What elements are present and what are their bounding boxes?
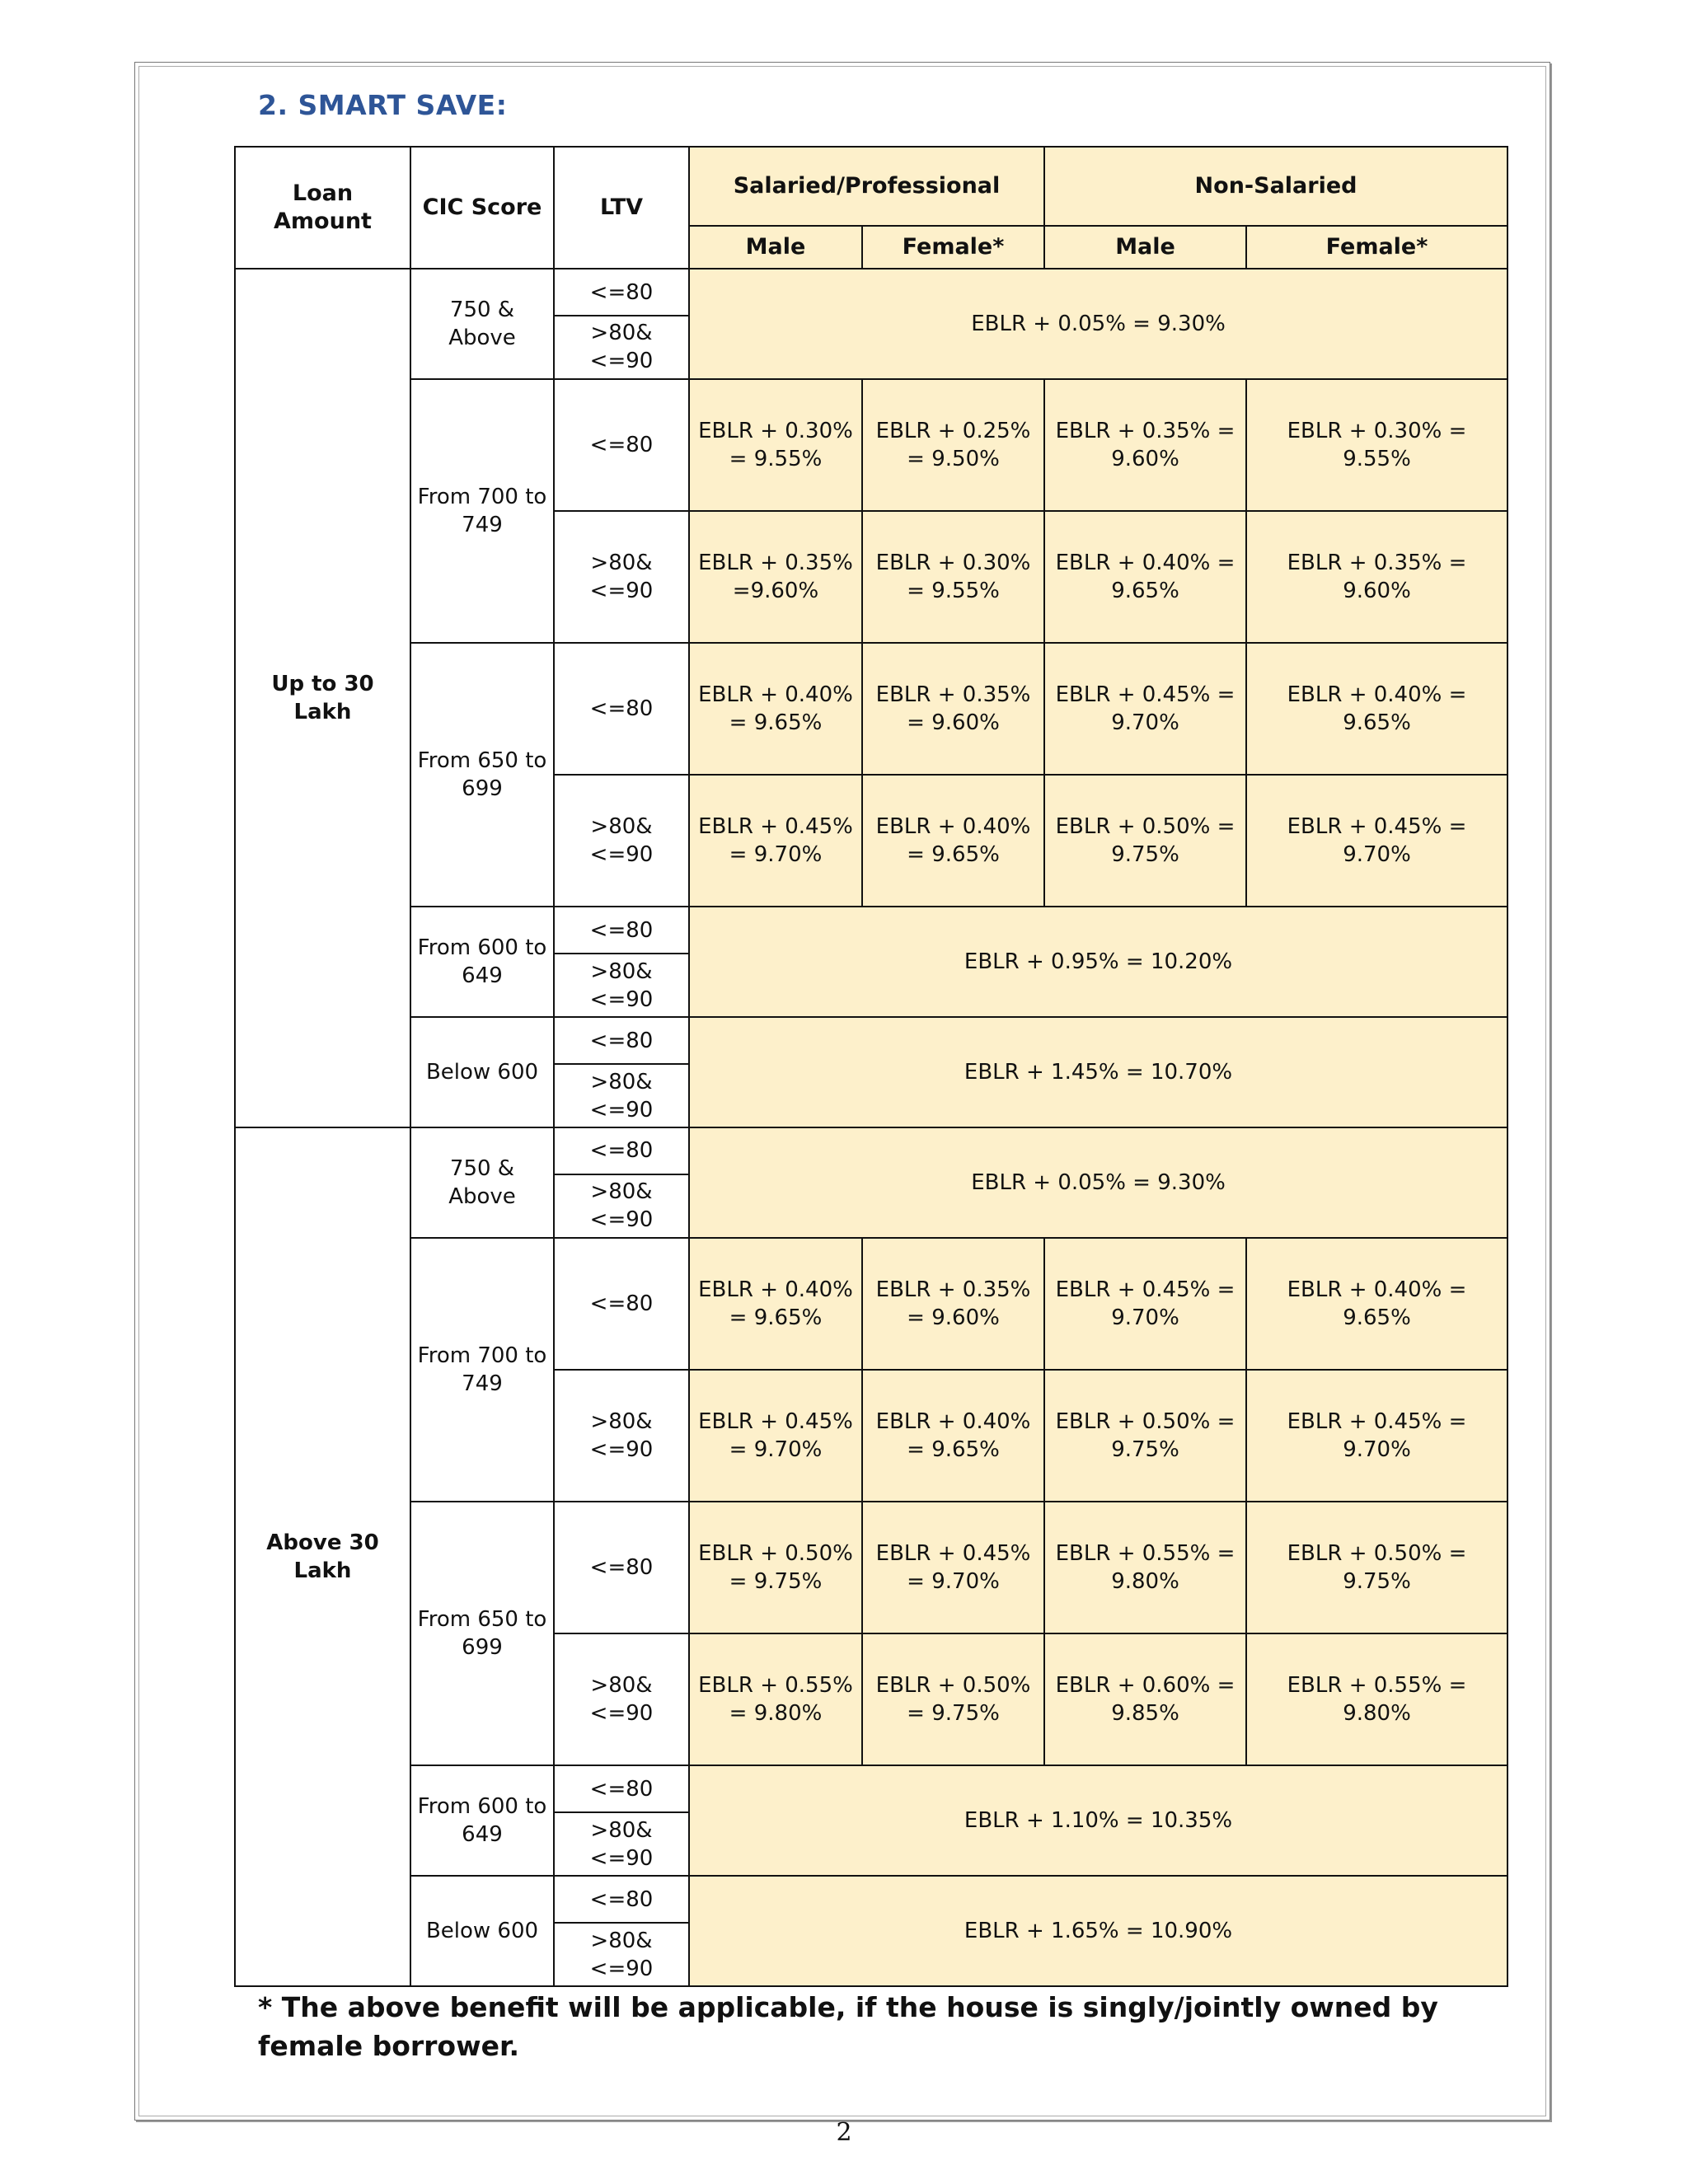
cic-score-cell: From 700 to 749 <box>410 1238 554 1502</box>
rate-cell: EBLR + 0.40% = 9.65% <box>862 775 1044 907</box>
ltv-cell: <=80 <box>554 1238 689 1370</box>
rate-cell: EBLR + 0.45% = 9.70% <box>689 1370 862 1502</box>
rate-cell: EBLR + 0.35% = 9.60% <box>1246 511 1507 643</box>
rate-cell: EBLR + 0.30% = 9.55% <box>862 511 1044 643</box>
rate-cell: EBLR + 0.40% = 9.65% <box>1246 643 1507 775</box>
ltv-cell: >80&<=90 <box>554 1812 689 1876</box>
rate-table-body <box>235 269 1507 1986</box>
rate-cell: EBLR + 0.45% = 9.70% <box>1246 775 1507 907</box>
ltv-cell: <=80 <box>554 907 689 954</box>
ltv-cell: <=80 <box>554 1765 689 1812</box>
rate-cell: EBLR + 0.50% = 9.75% <box>862 1633 1044 1765</box>
merged-rate-cell: EBLR + 0.05% = 9.30% <box>689 269 1507 379</box>
rate-cell: EBLR + 0.45% = 9.70% <box>1044 643 1246 775</box>
header-salaried-male: Male <box>689 226 862 269</box>
table-row <box>235 1876 1507 1923</box>
cic-score-cell: From 650 to 699 <box>410 643 554 907</box>
rate-cell: EBLR + 0.30% = 9.55% <box>1246 379 1507 511</box>
merged-rate-cell: EBLR + 0.05% = 9.30% <box>689 1127 1507 1238</box>
header-salaried-professional: Salaried/Professional <box>689 147 1044 226</box>
rate-cell: EBLR + 0.40% = 9.65% <box>1246 1238 1507 1370</box>
ltv-cell: >80&<=90 <box>554 1064 689 1127</box>
rate-cell: EBLR + 0.35% = 9.60% <box>1044 379 1246 511</box>
rate-cell: EBLR + 0.45% = 9.70% <box>862 1502 1044 1633</box>
header-cic-score: CIC Score <box>410 147 554 269</box>
ltv-cell: >80&<=90 <box>554 954 689 1017</box>
cic-score-cell: Below 600 <box>410 1017 554 1127</box>
rate-cell: EBLR + 0.40% = 9.65% <box>689 1238 862 1370</box>
ltv-cell: >80&<=90 <box>554 1174 689 1238</box>
table-row <box>235 1127 1507 1174</box>
cic-score-cell: Below 600 <box>410 1876 554 1986</box>
merged-rate-cell: EBLR + 1.45% = 10.70% <box>689 1017 1507 1127</box>
table-row <box>235 1765 1507 1812</box>
ltv-cell: >80&<=90 <box>554 1370 689 1502</box>
rate-cell: EBLR + 0.50% = 9.75% <box>1044 775 1246 907</box>
cic-score-cell: From 600 to 649 <box>410 907 554 1017</box>
ltv-cell: <=80 <box>554 1017 689 1064</box>
rate-cell: EBLR + 0.55% = 9.80% <box>689 1633 862 1765</box>
rate-cell: EBLR + 0.50% = 9.75% <box>689 1502 862 1633</box>
rate-cell: EBLR + 0.40% = 9.65% <box>1044 511 1246 643</box>
table-row <box>235 643 1507 775</box>
table-row <box>235 1238 1507 1370</box>
header-non-salaried: Non-Salaried <box>1044 147 1507 226</box>
rate-cell: EBLR + 0.30% = 9.55% <box>689 379 862 511</box>
rate-cell: EBLR + 0.25% = 9.50% <box>862 379 1044 511</box>
header-ltv: LTV <box>554 147 689 269</box>
header-nonsalaried-female: Female* <box>1246 226 1507 269</box>
rate-cell: EBLR + 0.35% = 9.60% <box>862 1238 1044 1370</box>
rate-cell: EBLR + 0.60% = 9.85% <box>1044 1633 1246 1765</box>
rate-cell: EBLR + 0.35% =9.60% <box>689 511 862 643</box>
rate-cell: EBLR + 0.45% = 9.70% <box>689 775 862 907</box>
cic-score-cell: 750 & Above <box>410 1127 554 1238</box>
smart-save-rate-table <box>234 146 1508 1987</box>
ltv-cell: >80&<=90 <box>554 775 689 907</box>
rate-cell: EBLR + 0.35% = 9.60% <box>862 643 1044 775</box>
section-title: 2. SMART SAVE: <box>258 89 508 121</box>
header-nonsalaried-male: Male <box>1044 226 1246 269</box>
merged-rate-cell: EBLR + 0.95% = 10.20% <box>689 907 1507 1017</box>
table-row <box>235 269 1507 316</box>
ltv-cell: <=80 <box>554 1876 689 1923</box>
header-salaried-female: Female* <box>862 226 1044 269</box>
ltv-cell: <=80 <box>554 1127 689 1174</box>
merged-rate-cell: EBLR + 1.65% = 10.90% <box>689 1876 1507 1986</box>
ltv-cell: >80&<=90 <box>554 1633 689 1765</box>
ltv-cell: <=80 <box>554 1502 689 1633</box>
rate-cell: EBLR + 0.45% = 9.70% <box>1044 1238 1246 1370</box>
rate-cell: EBLR + 0.50% = 9.75% <box>1246 1502 1507 1633</box>
table-row <box>235 1502 1507 1633</box>
page-number: 2 <box>836 2118 852 2147</box>
rate-cell: EBLR + 0.55% = 9.80% <box>1246 1633 1507 1765</box>
rate-cell: EBLR + 0.45% = 9.70% <box>1246 1370 1507 1502</box>
cic-score-cell: From 600 to 649 <box>410 1765 554 1876</box>
ltv-cell: >80&<=90 <box>554 316 689 379</box>
cic-score-cell: From 650 to 699 <box>410 1502 554 1765</box>
ltv-cell: <=80 <box>554 643 689 775</box>
rate-cell: EBLR + 0.40% = 9.65% <box>689 643 862 775</box>
cic-score-cell: 750 & Above <box>410 269 554 379</box>
table-row <box>235 907 1507 954</box>
table-row <box>235 1017 1507 1064</box>
footnote: * The above benefit will be applicable, if the house is singly/jointly owned by female borrower. <box>258 1991 1438 2062</box>
loan-amount-cell: Above 30 Lakh <box>235 1127 410 1986</box>
loan-amount-cell: Up to 30 Lakh <box>235 269 410 1127</box>
merged-rate-cell: EBLR + 1.10% = 10.35% <box>689 1765 1507 1876</box>
ltv-cell: <=80 <box>554 269 689 316</box>
ltv-cell: <=80 <box>554 379 689 511</box>
rate-cell: EBLR + 0.55% = 9.80% <box>1044 1502 1246 1633</box>
rate-cell: EBLR + 0.40% = 9.65% <box>862 1370 1044 1502</box>
ltv-cell: >80&<=90 <box>554 1923 689 1986</box>
cic-score-cell: From 700 to 749 <box>410 379 554 643</box>
table-row <box>235 379 1507 511</box>
rate-cell: EBLR + 0.50% = 9.75% <box>1044 1370 1246 1502</box>
ltv-cell: >80&<=90 <box>554 511 689 643</box>
header-loan-amount: Loan Amount <box>235 147 410 269</box>
